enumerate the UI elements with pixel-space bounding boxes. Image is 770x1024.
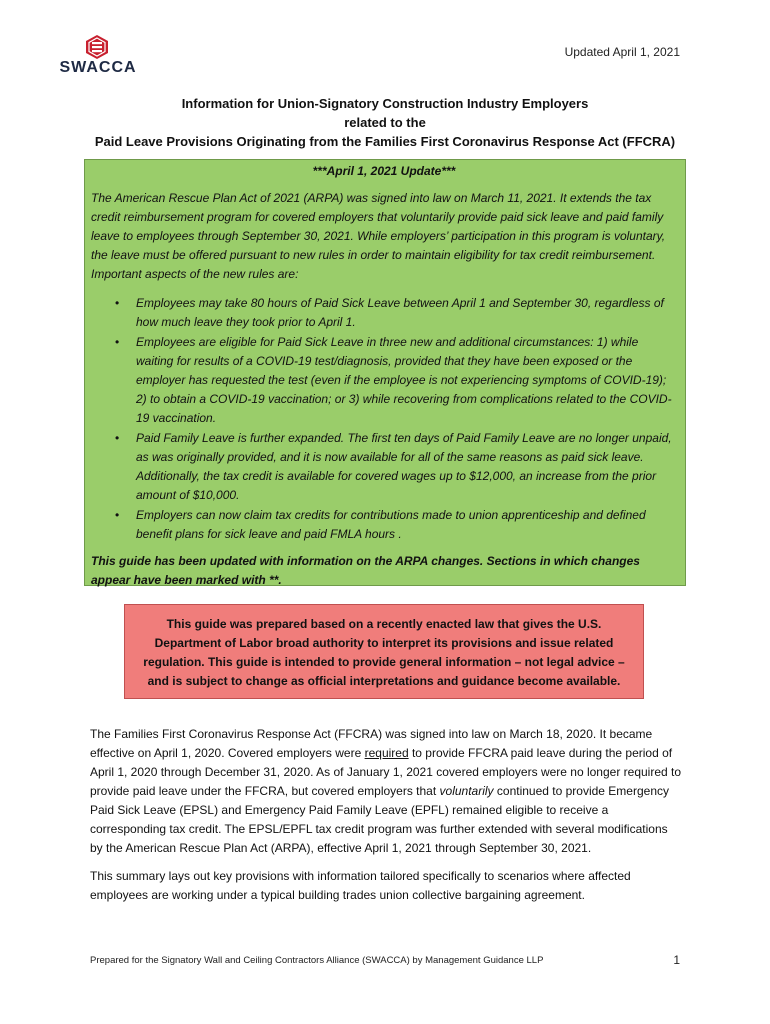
list-item-text: Employers can now claim tax credits for contributions made to union apprenticeship and defined benefit plans for sick leave and paid FMLA hours . (136, 508, 646, 541)
bullet-icon: • (115, 335, 120, 349)
swacca-logo-icon (84, 34, 110, 60)
body-paragraph-2: This summary lays out key provisions with information tailored specifically to scenarios where affected employees are working under a typical building trades union collective bargaining agreement. (90, 869, 631, 902)
body-p1-part-c: continued to provide Emergency Paid Sick Leave (EPSL) and Emergency Paid Family Leave (EPFL) remained eligible to receive a corresponding tax credit. The EPSL/EPFL tax credit program was further extended with several modifications by the American Rescue Plan Act (ARPA), effective April 1, 2021 through September 30, 2021. (90, 784, 669, 855)
bullet-icon: • (115, 431, 120, 445)
bullet-icon: • (115, 508, 120, 522)
body-text (90, 725, 682, 914)
list-item (115, 294, 677, 332)
voluntarily-italic: voluntarily (439, 784, 494, 798)
bullet-icon: • (115, 296, 120, 310)
body-p1-part-b: to provide FFCRA paid leave during the period of April 1, 2020 through December 31, 2020. As of January 1, 2021 covered employers were no longer required to provide paid leave under the FFCRA, but covered employers that (90, 746, 682, 798)
list-item (115, 429, 677, 505)
update-bullet-list (91, 294, 677, 544)
list-item-text: Employees may take 80 hours of Paid Sick Leave between April 1 and September 30, regardless of how much leave they took prior to April 1. (136, 296, 664, 329)
title-line-1: Information for Union-Signatory Construction Industry Employers (181, 96, 589, 111)
swacca-logo (48, 34, 148, 78)
list-item-text: Employees are eligible for Paid Sick Leave in three new and additional circumstances: 1) while waiting for results of a COVID-19 test/diagnosis, provided that they have been exposed or the employer has requested the test (even if the employee is not experiencing symptoms of COVID-19); 2) to obtain a COVID-19 vaccination; or 3) while recovering from complications related to the COVID-19 vaccination. (136, 335, 672, 425)
list-item-text: Paid Family Leave is further expanded. The first ten days of Paid Family Leave are no longer unpaid, as was originally provided, and it is now available for all of the same reasons as paid sick leave. Additionally, the tax credit is available for covered wages up to $12,000, an increase from the prior amount of $10,000. (136, 431, 672, 502)
title-line-2: related to the (344, 115, 426, 130)
required-underlined: required (364, 746, 409, 760)
body-paragraph-1 (90, 725, 682, 858)
page-number: 1 (673, 953, 680, 967)
update-intro: The American Rescue Plan Act of 2021 (ARPA) was signed into law on March 11, 2021. It extends the tax credit reimbursement program for covered employers that voluntarily provide paid sick leave and paid family leave to employees through September 30, 2021. While employers’ participation in this program is voluntary, the leave must be offered pursuant to new rules in order to maintain eligibility for tax credit reimbursement. Important aspects of the new rules are: (91, 191, 666, 281)
update-heading: ***April 1, 2021 Update*** (312, 164, 456, 178)
update-closing: This guide has been updated with information on the ARPA changes. Sections in which changes appear have been marked with **. (91, 554, 640, 587)
list-item (115, 506, 677, 544)
arpa-update-box (84, 159, 686, 586)
title-line-3: Paid Leave Provisions Originating from the Families First Coronavirus Response Act (FFCRA) (94, 134, 676, 149)
document-title (60, 94, 710, 151)
list-item (115, 333, 677, 428)
logo-text: SWACCA (59, 59, 137, 76)
legal-notice-text: This guide was prepared based on a recently enacted law that gives the U.S. Department of Labor broad authority to interpret its provisions and issue related regulation. This guide is intended to provide general information – not legal advice – and is subject to change as official interpretations and guidance become available. (143, 617, 625, 688)
legal-notice-box (124, 604, 644, 699)
body-p1-part-a: The Families First Coronavirus Response Act (FFCRA) was signed into law on March 18, 2020. It became effective on April 1, 2020. Covered employers were (90, 727, 653, 760)
footer-text: Prepared for the Signatory Wall and Ceiling Contractors Alliance (SWACCA) by Management Guidance LLP (90, 955, 544, 966)
updated-date: Updated April 1, 2021 (564, 45, 680, 59)
